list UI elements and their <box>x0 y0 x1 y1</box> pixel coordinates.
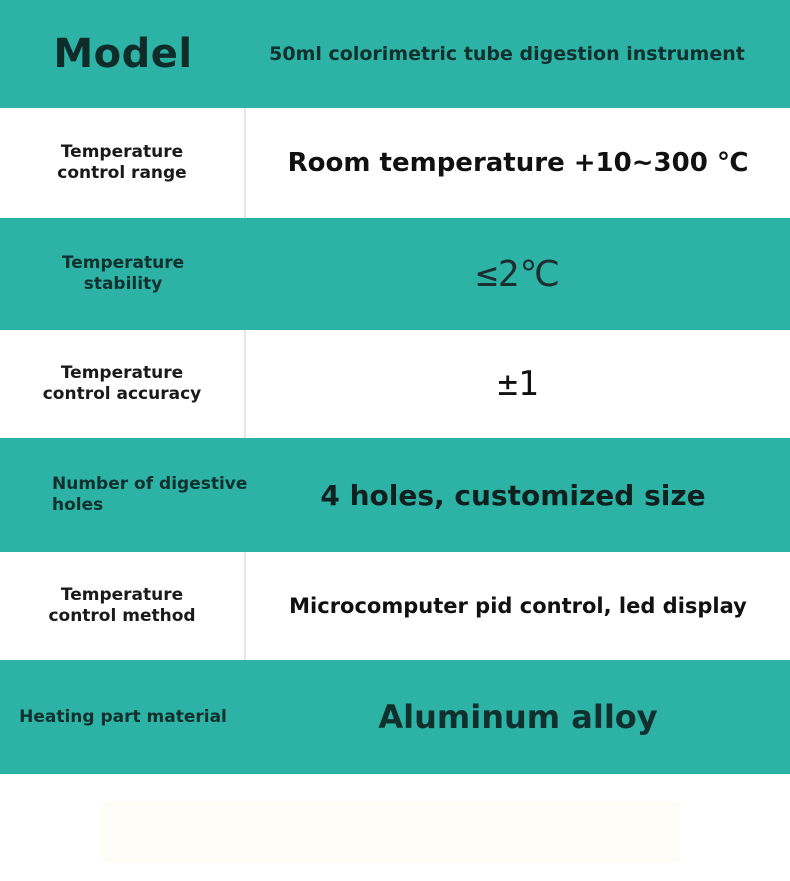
model-row <box>0 0 790 108</box>
bottom-blank-area <box>0 774 790 881</box>
temperature-control-method-label-text: Temperature control method <box>48 585 196 626</box>
model-value: 50ml colorimetric tube digestion instrument <box>269 43 745 65</box>
temperature-control-method-value: Microcomputer pid control, led display <box>289 594 747 618</box>
temperature-control-range-value: Room temperature +10~300 ℃ <box>287 148 749 178</box>
temperature-control-accuracy-label <box>0 330 246 438</box>
temperature-control-accuracy-row <box>0 330 790 438</box>
faint-background-strip <box>100 802 680 862</box>
digestive-holes-label-text: Number of digestive holes <box>52 474 248 515</box>
model-label: Model <box>53 30 193 77</box>
temperature-stability-label <box>0 218 246 330</box>
temperature-stability-label-text: Temperature stability <box>61 253 185 294</box>
digestive-holes-value: 4 holes, customized size <box>320 478 706 512</box>
temperature-control-range-label-text: Temperature control range <box>57 142 187 183</box>
temperature-control-method-row <box>0 552 790 660</box>
temperature-control-accuracy-value: ±1 <box>497 364 539 404</box>
temperature-control-method-label <box>0 552 246 660</box>
heating-part-material-row <box>0 660 790 774</box>
temperature-stability-row <box>0 218 790 330</box>
temperature-control-range-row <box>0 108 790 218</box>
heating-part-material-label: Heating part material <box>19 706 227 727</box>
heating-part-material-value: Aluminum alloy <box>378 698 658 736</box>
digestive-holes-row <box>0 438 790 552</box>
temperature-stability-value: ≤2℃ <box>476 253 560 295</box>
temperature-control-accuracy-label-text: Temperature control accuracy <box>42 363 202 404</box>
temperature-control-range-label <box>0 108 246 218</box>
